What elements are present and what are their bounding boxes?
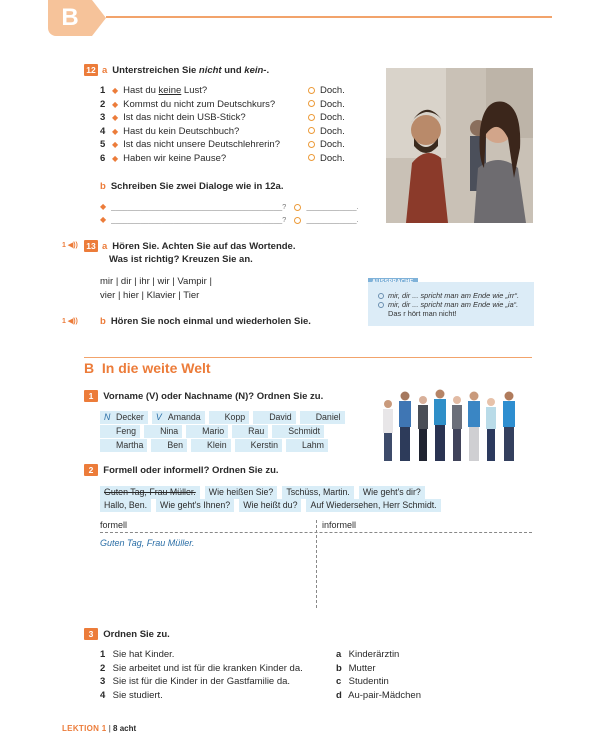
phrase-chip[interactable]: Wie heißen Sie? [205, 486, 278, 499]
row-number: 6 [100, 152, 106, 164]
ex12b-line1[interactable] [100, 202, 359, 211]
section-title-text: In die weite Welt [101, 360, 211, 376]
column-informell: informell [322, 520, 357, 530]
list-item [336, 689, 421, 703]
answer-text: Doch. [320, 152, 345, 164]
name-chip[interactable] [100, 439, 147, 452]
phrase-chip[interactable]: Wie geht's dir? [359, 486, 425, 499]
list-item [100, 689, 303, 703]
answer-row [308, 98, 345, 112]
blank-field[interactable]: _________________________________________? [111, 215, 287, 224]
ex12a-row [100, 98, 280, 112]
phrase-chip[interactable]: Wie geht's Ihnen? [156, 499, 234, 512]
item-text: Sie ist für die Kinder in der Gastfamilie da. [112, 676, 291, 687]
chip-name: Klein [207, 440, 227, 450]
answer-text: Doch. [320, 139, 345, 150]
chip-answer: N [104, 412, 111, 422]
ex13a-letter: a [102, 241, 108, 252]
circle-icon [308, 100, 315, 107]
item-letter: c [336, 676, 342, 687]
ex12a-row [100, 111, 280, 125]
blank-field[interactable]: ____________. [306, 202, 359, 211]
header-rule [106, 16, 552, 18]
name-chip[interactable] [253, 411, 296, 424]
name-chip[interactable] [300, 411, 345, 424]
chip-name: Martha [116, 440, 144, 450]
name-chip-row-3 [100, 439, 332, 452]
ex2-heading [84, 464, 279, 476]
chip-name: Lahm [302, 440, 325, 450]
ex3-right-list [336, 648, 421, 702]
photo-two-people-talking [386, 68, 533, 223]
name-chip[interactable] [100, 425, 140, 438]
ex3-heading [84, 628, 170, 640]
chip-name: Rau [248, 426, 265, 436]
ex12a-row [100, 138, 280, 152]
chip-name: Decker [116, 412, 144, 422]
column-formell: formell [100, 520, 128, 530]
ex12b-instruction: Schreiben Sie zwei Dialoge wie in 12a. [110, 181, 284, 192]
diamond-icon: ◆ [100, 202, 107, 211]
ex12a-row [100, 125, 280, 139]
section-tab-letter: B [61, 4, 79, 31]
chip-name: Kopp [224, 412, 246, 422]
diamond-icon: ◆ [112, 126, 119, 136]
ex12a-letter: a [102, 65, 108, 76]
answer-row [308, 125, 345, 139]
aussprache-option-1[interactable] [378, 291, 528, 300]
phrase-chip[interactable]: Tschüss, Martin. [282, 486, 354, 499]
phrase-row-1 [100, 486, 430, 499]
chip-answer: V [155, 412, 162, 422]
ex12a-row [100, 152, 280, 166]
ex13a-instruction-2: Was ist richtig? Kreuzen Sie an. [109, 254, 253, 265]
ex13a-heading [84, 240, 295, 252]
blank-field[interactable]: _________________________________________? [111, 202, 287, 211]
answer-text: Doch. [320, 112, 345, 123]
word-line-2: vier | hier | Klavier | Tier [100, 290, 200, 301]
ex3-number: 3 [84, 628, 98, 640]
row-number: 1 [100, 85, 106, 96]
name-chip[interactable] [144, 425, 182, 438]
ex2-number: 2 [84, 464, 98, 476]
section-tab [48, 0, 92, 36]
name-chip[interactable] [286, 439, 328, 452]
name-chip[interactable] [191, 439, 231, 452]
ex13a-instruction-1: Hören Sie. Achten Sie auf das Wortende. [112, 241, 296, 252]
ex12a-instruction: Unterstreichen Sie nicht und kein-. [112, 65, 270, 76]
chip-name: Nina [160, 426, 179, 436]
question-text: Haben wir keine Pause? [123, 152, 227, 164]
audio-track-icon[interactable]: 1 ◀)) [62, 318, 78, 325]
item-text: Mutter [348, 662, 376, 674]
chip-name: Ben [167, 440, 184, 450]
item-letter: a [336, 649, 342, 660]
item-number: 2 [100, 662, 106, 674]
name-chip-row-2 [100, 425, 328, 438]
item-letter: d [336, 689, 342, 701]
answer-text: Doch. [320, 85, 345, 96]
list-item [100, 662, 303, 676]
item-text: Sie studiert. [112, 689, 163, 701]
name-chip[interactable] [272, 425, 324, 438]
row-number: 3 [100, 112, 106, 123]
list-item [336, 648, 421, 662]
ex13b-letter: b [100, 316, 106, 327]
ex13b-heading [100, 316, 311, 327]
chip-name: Mario [202, 426, 225, 436]
circle-icon [308, 87, 315, 94]
ex13-number: 13 [84, 240, 98, 252]
circle-icon [294, 217, 301, 224]
ex12a-row [100, 84, 280, 98]
radio-icon[interactable] [378, 293, 384, 299]
aussprache-text-2: mir, dir ... spricht man am Ende wie „ia“. [388, 300, 519, 309]
phrase-chip[interactable]: Guten Tag, Frau Müller. [100, 486, 200, 499]
italic-keyword: kein- [244, 65, 267, 76]
ex2-instruction: Formell oder informell? Ordnen Sie zu. [103, 465, 279, 476]
answer-row [308, 84, 345, 98]
list-item [100, 648, 303, 662]
item-text: Au-pair-Mädchen [348, 689, 421, 701]
item-text: Studentin [348, 676, 389, 687]
question-text: Kommst du nicht zum Deutschkurs? [123, 98, 276, 110]
ex12a-list [100, 84, 280, 165]
name-chip[interactable] [209, 411, 250, 424]
chip-name: David [269, 412, 292, 422]
phrase-chip[interactable]: Wie heißt du? [239, 499, 301, 512]
item-number: 4 [100, 689, 106, 701]
answer-row [308, 138, 345, 152]
list-item [336, 675, 421, 689]
item-text: Sie hat Kinder. [112, 649, 175, 660]
diamond-icon: ◆ [112, 140, 119, 149]
audio-track-icon[interactable]: 1 ◀)) [62, 242, 78, 249]
ex3-left-list [100, 648, 303, 702]
example-answer: Guten Tag, Frau Müller. [100, 538, 195, 548]
group-illustration [378, 382, 524, 464]
item-number: 1 [100, 649, 106, 660]
answer-text: Doch. [320, 98, 345, 110]
photo-illustration [386, 68, 533, 223]
ex1-heading [84, 390, 323, 402]
chip-name: Feng [116, 426, 137, 436]
ex13b-instruction: Hören Sie noch einmal und wiederholen Sie. [110, 316, 311, 327]
blank-field[interactable]: ____________. [306, 215, 359, 224]
ex12b-letter: b [100, 181, 106, 192]
answer-text: Doch. [320, 125, 345, 137]
ex1-instruction: Vorname (V) oder Nachname (N)? Ordnen Sie zu. [103, 391, 324, 402]
row-number: 2 [100, 98, 106, 110]
diamond-icon: ◆ [100, 215, 107, 224]
circle-icon [308, 154, 315, 161]
aussprache-note: Das r hört man nicht! [388, 309, 457, 318]
section-title [84, 360, 211, 376]
table-column-divider [316, 520, 317, 608]
ex13a-words [100, 275, 212, 303]
ex12-number: 12 [84, 64, 98, 76]
name-chip[interactable] [100, 411, 148, 424]
diamond-icon: ◆ [112, 99, 119, 109]
section-letter: B [84, 360, 95, 376]
name-chip[interactable] [186, 425, 228, 438]
row-number: 5 [100, 139, 106, 150]
question-text: Hast du kein Deutschbuch? [123, 125, 240, 137]
ex1-number: 1 [84, 390, 98, 402]
underlined-word: keine [158, 85, 182, 96]
row-number: 4 [100, 125, 106, 137]
ex12b-line2[interactable] [100, 215, 359, 224]
name-chip[interactable] [152, 411, 205, 424]
footer-lektion: LEKTION 1 [62, 724, 107, 733]
page-footer: LEKTION 1 | 8 acht [62, 724, 137, 733]
circle-icon [294, 204, 301, 211]
question-text: Hast du keine Lust? [123, 85, 208, 96]
name-chip[interactable] [235, 439, 282, 452]
aussprache-option-2[interactable] [378, 300, 528, 309]
diamond-icon: ◆ [112, 113, 119, 122]
footer-page: 8 acht [113, 724, 137, 733]
circle-icon [308, 141, 315, 148]
item-number: 3 [100, 676, 106, 687]
answer-row [308, 111, 345, 125]
ex3-instruction: Ordnen Sie zu. [103, 629, 170, 640]
aussprache-text-1: mir, dir ... spricht man am Ende wie „irr“. [388, 291, 520, 300]
item-text: Kinderärztin [348, 649, 400, 660]
phrase-row-2 [100, 499, 446, 512]
diamond-icon: ◆ [112, 153, 119, 163]
phrase-chip[interactable]: Hallo, Ben. [100, 499, 151, 512]
circle-icon [308, 127, 315, 134]
item-letter: b [336, 662, 342, 674]
photo-group-of-people [378, 382, 524, 464]
list-item [100, 675, 303, 689]
diamond-icon: ◆ [112, 86, 119, 95]
phrase-chip[interactable]: Auf Wiedersehen, Herr Schmidt. [306, 499, 440, 512]
chip-name: Schmidt [288, 426, 321, 436]
answer-row [308, 152, 345, 166]
section-tab-arrow [92, 0, 106, 36]
ex12b-heading [100, 181, 283, 192]
section-rule [84, 357, 532, 358]
ex12a-heading [84, 64, 269, 76]
name-chip[interactable] [232, 425, 268, 438]
name-chip[interactable] [151, 439, 187, 452]
question-text: Ist das nicht unsere Deutschlehrerin? [123, 139, 280, 150]
circle-icon [308, 114, 315, 121]
chip-name: Amanda [167, 412, 201, 422]
italic-keyword: nicht [198, 65, 222, 76]
item-text: Sie arbeitet und ist für die kranken Kinder da. [112, 662, 303, 674]
question-text: Ist das nicht dein USB-Stick? [123, 112, 246, 123]
list-item [336, 662, 421, 676]
radio-icon[interactable] [378, 302, 384, 308]
aussprache-box [368, 282, 534, 326]
chip-name: Kerstin [250, 440, 278, 450]
chip-name: Daniel [315, 412, 341, 422]
ex12a-answers [308, 84, 345, 165]
name-chip-row-1 [100, 411, 349, 424]
word-line-1: mir | dir | ihr | wir | Vampir | [100, 276, 212, 287]
